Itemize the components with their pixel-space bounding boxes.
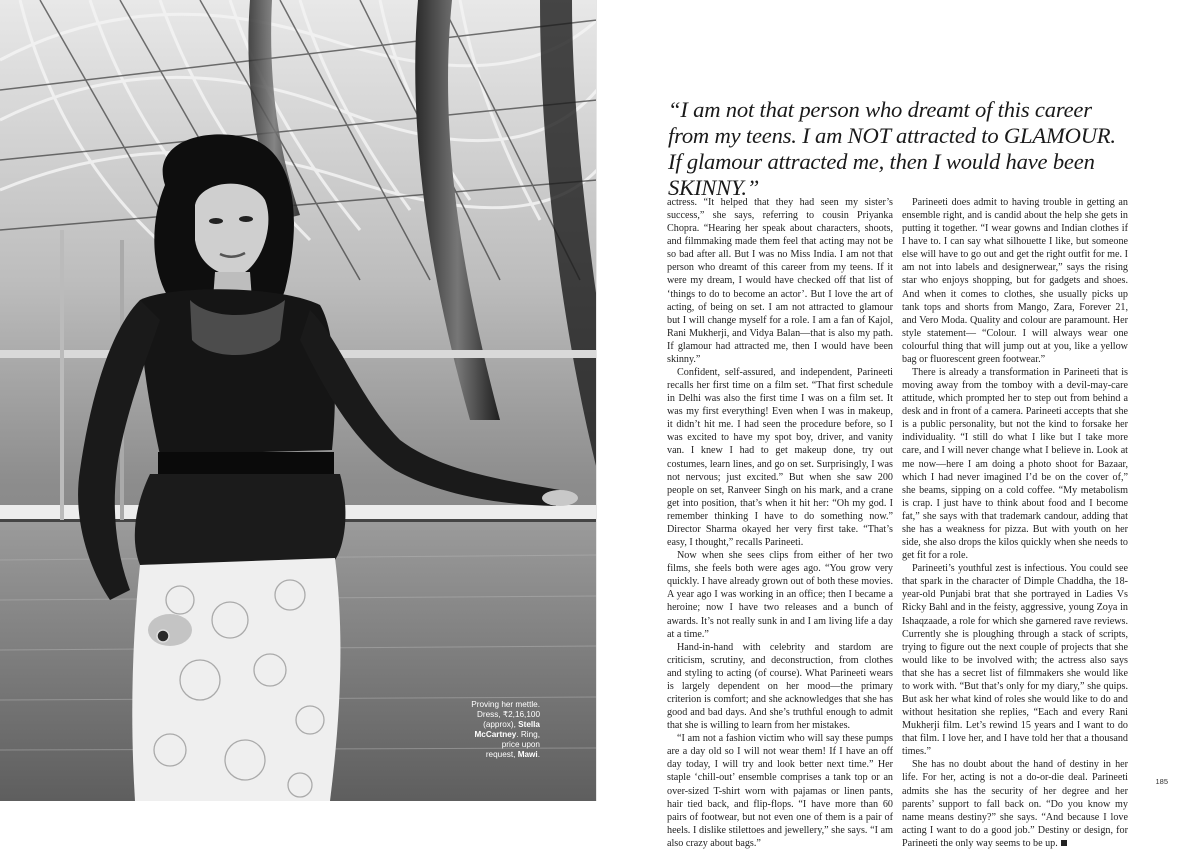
caption-end: . bbox=[537, 750, 540, 759]
caption-line: request, bbox=[485, 750, 516, 759]
fashion-photo bbox=[0, 0, 597, 801]
paragraph: Confident, self-assured, and independent, Parineeti recalls her first time on a film set. “That first schedule in Delhi was also the first time I was on a film set. It was my first everything! Even when I was in makeup, it didn’t hit me. I had seen the procedure before, so I was excited to have my spot boy, driver, and vanity van. I knew I had to get makeup done, try out costumes, learn lines, and go on set. Surprisingly, I was not nervous; just excited.” But when she saw 200 people on set, Ranveer Singh on his mark, and a crane get into position, that’s when it hit her: “Oh my god. I remember thinking I have to do something now.” Director Sharma okayed her very first take. “That’s easy, I thought,” recalls Parineeti. bbox=[667, 367, 893, 549]
paragraph bbox=[902, 758, 1128, 850]
page-number: 185 bbox=[1155, 777, 1168, 786]
caption-designer: Stella McCartney bbox=[474, 720, 540, 739]
paragraph: “I am not a fashion victim who will say these pumps are a day old so I will not wear them! If I have an off day today, I will try and look better next time.” Her staple ‘chill-out’ ensemble comprises a tank top or an over-sized T-shirt worn with pajamas or linen pants, hair tied back, and flip-flops. “I have more than 60 pairs of footwear, but not even one of them is a pair of heels. I dislike stilettoes and jewellery,” she says. “I am also crazy about bags.” bbox=[667, 733, 893, 849]
paragraph: There is already a transformation in Parineeti that is moving away from the tomboy with a devil-may-care attitude, which prompted her to step out from behind a desk and in front of a camera. Parineeti accepts that she is a public personality, but not the kind to forsake her individuality. “I still do what I like but I take more care, and I will never change what I believe in. Look at me now—here I am doing a photo shoot for Bazaar, which I had never imagined I’d be on the cover of,” she beams, sipping on a cold coffee. “My metabolism is crap. I just have to think about food and I become fat,” she says with that trademark candour, adding that she has a weakness for pizza. But with youth on her side, she also drops the kilos quickly when she needs to get fit for a role. bbox=[902, 367, 1128, 562]
pull-quote: “I am not that person who dreamt of this career from my teens. I am NOT attracted to GLAMOUR. If glamour attracted me, then I would have been SKINNY.” bbox=[668, 97, 1116, 200]
paragraph: Hand-in-hand with celebrity and stardom are criticism, scrutiny, and deconstruction, from clothes and styling to acting (of course). What Parineeti wears is largely dependent on her mood—the primary criterion is comfort; and she acknowledges that she has good and bad days. And she’s truthful enough to admit that she is willing to learn from her mistakes. bbox=[667, 641, 893, 732]
paragraph: Parineeti’s youthful zest is infectious. You could see that spark in the character of Dimple Chaddha, the 18-year-old Punjabi brat that she portrayed in Ladies Vs Ricky Bahl and in the feisty, aggressive, young Zoya in Ishaqzaade, a role for which she garnered rave reviews. Currently she is ploughing through a stack of scripts, trying to figure out the next couple of projects that she would like to be involved with; the actress also says that she has a secret list of filmmakers she would like to work with. “But that’s only for my diary,” she quips. But ask her what kind of roles she would like to do and without hesitation she replies, “Each and every Rani Mukherji film. Let’s rewind 15 years and I want to do that film. I love her, and I have told her that a thousand times.” bbox=[902, 563, 1128, 758]
paragraph: actress. “It helped that they had seen my sister’s success,” she says, referring to cousin Priyanka Chopra. “Hearing her speak about characters, shoots, and filmmaking made them feel that acting may not be so bad after all. But I was no Miss India. I am not that person who dreamt of this career from my teens. If it were my dream, I would have checked off that list of ‘things to do to become an actor’. But I love the art of acting, of being on set. I am not attracted to glamour but I will change myself for a role. I am a fan of Kajol, Rani Mukherji, and Vidya Balan—that is also my path. If glamour had attracted me, then I would have been skinny.” bbox=[667, 197, 893, 365]
article-column-left bbox=[667, 196, 893, 850]
photo-illustration bbox=[0, 0, 597, 801]
caption-line: Proving her mettle. bbox=[471, 700, 540, 709]
caption-line: (approx), bbox=[483, 720, 516, 729]
paragraph-text: She has no doubt about the hand of destiny in her life. For her, acting is not a do-or-die deal. Parineeti admits she has the security of her degree and her parents’ support to fall back on. “Do you know my name means destiny?” she says. “And because I love acting I want to do a good job.” Destiny or design, for Parineeti the only way seems to be up. bbox=[902, 759, 1128, 849]
end-of-article-mark bbox=[1061, 840, 1067, 846]
photo-caption bbox=[448, 700, 540, 760]
caption-line: Dress, ₹2,16,100 bbox=[476, 710, 540, 719]
caption-line: . Ring, bbox=[516, 730, 540, 739]
caption-line: price upon bbox=[501, 740, 540, 749]
article-column-right bbox=[902, 196, 1128, 850]
caption-jeweller: Mawi bbox=[517, 750, 538, 759]
paragraph: Now when she sees clips from either of her two films, she feels both were ages ago. “You grow very quickly. I have already grown out of both these movies. A year ago I was working in an office; then I became a heroine; now I have two releases and a bunch of awards. It’s not really sunk in and I am living life a day at a time.” bbox=[667, 550, 893, 640]
paragraph: Parineeti does admit to having trouble in getting an ensemble right, and is candid about the help she gets in putting it together. “I wear gowns and Indian clothes if I have to. I can say what silhouette I like, but someone else will have to go out and get the right outfit for me. I am not into labels and designerwear,” says the rising star who enjoys shopping, but for gadgets and shoes. And when it comes to clothes, she usually picks up tank tops and shorts from Mango, Zara, Forever 21, and Vero Moda. Quality and colour are paramount. Her style statement— “Colour. I will always wear one colourful thing that will jump out at you, like a yellow bag or fluorescent green footwear.” bbox=[902, 197, 1128, 365]
article-page bbox=[597, 0, 1193, 849]
